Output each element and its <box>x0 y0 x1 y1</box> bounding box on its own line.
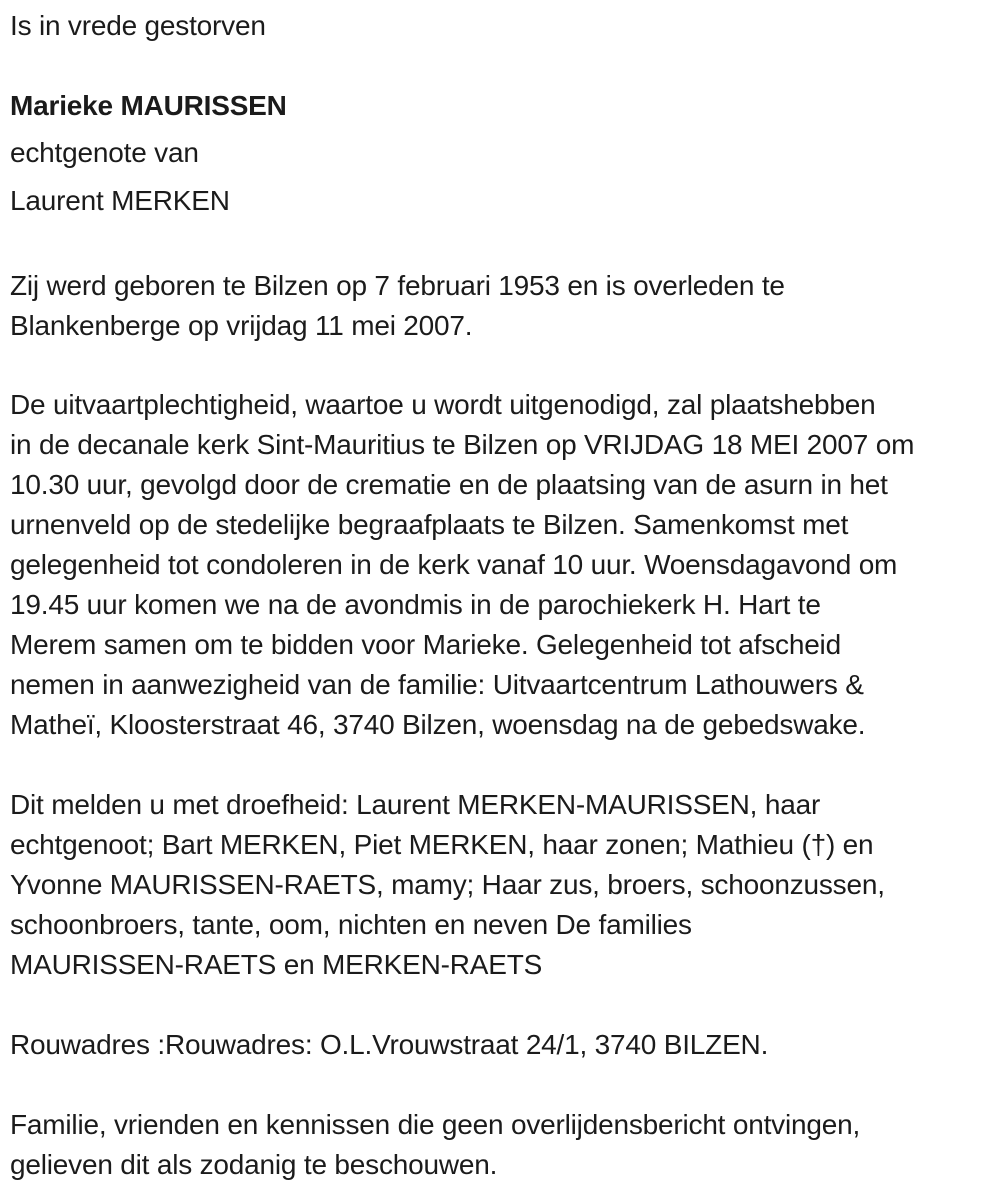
announcement-line: echtgenoot; Bart MERKEN, Piet MERKEN, haar zonen; Mathieu (†) en <box>10 829 874 860</box>
birth-death-paragraph <box>10 266 990 346</box>
funeral-line: urnenveld op de stedelijke begraafplaats te Bilzen. Samenkomst met <box>10 509 849 540</box>
closing-paragraph <box>10 1105 990 1185</box>
announcement-line: Yvonne MAURISSEN-RAETS, mamy; Haar zus, broers, schoonzussen, <box>10 869 885 900</box>
funeral-line: De uitvaartplechtigheid, waartoe u wordt uitgenodigd, zal plaatshebben <box>10 389 876 420</box>
birth-death-line: Zij werd geboren te Bilzen op 7 februari 1953 en is overleden te <box>10 270 785 301</box>
funeral-line: Merem samen om te bidden voor Marieke. Gelegenheid tot afscheid <box>10 629 841 660</box>
mourning-address-line: Rouwadres :Rouwadres: O.L.Vrouwstraat 24/1, 3740 BILZEN. <box>10 1029 769 1060</box>
funeral-line: 19.45 uur komen we na de avondmis in de parochiekerk H. Hart te <box>10 589 821 620</box>
funeral-line: Matheï, Kloosterstraat 46, 3740 Bilzen, woensdag na de gebedswake. <box>10 709 866 740</box>
mourning-address-paragraph <box>10 1025 990 1065</box>
funeral-line: gelegenheid tot condoleren in de kerk vanaf 10 uur. Woensdagavond om <box>10 549 898 580</box>
funeral-line: in de decanale kerk Sint-Mauritius te Bilzen op VRIJDAG 18 MEI 2007 om <box>10 429 915 460</box>
announcement-paragraph <box>10 785 990 985</box>
deceased-name: Marieke MAURISSEN <box>10 90 287 121</box>
announcement-line: Dit melden u met droefheid: Laurent MERKEN-MAURISSEN, haar <box>10 789 821 820</box>
birth-death-line: Blankenberge op vrijdag 11 mei 2007. <box>10 310 473 341</box>
spouse-name: Laurent MERKEN <box>10 185 230 216</box>
closing-line: gelieven dit als zodanig te beschouwen. <box>10 1149 498 1180</box>
deceased-relation: echtgenote van <box>10 137 199 168</box>
opening-line: Is in vrede gestorven <box>10 10 266 41</box>
funeral-line: nemen in aanwezigheid van de familie: Uitvaartcentrum Lathouwers & <box>10 669 864 700</box>
closing-line: Familie, vrienden en kennissen die geen overlijdensbericht ontvingen, <box>10 1109 861 1140</box>
funeral-paragraph <box>10 385 990 745</box>
announcement-line: schoonbroers, tante, oom, nichten en neven De families <box>10 909 692 940</box>
funeral-line: 10.30 uur, gevolgd door de crematie en de plaatsing van de asurn in het <box>10 469 888 500</box>
announcement-line: MAURISSEN-RAETS en MERKEN-RAETS <box>10 949 543 980</box>
